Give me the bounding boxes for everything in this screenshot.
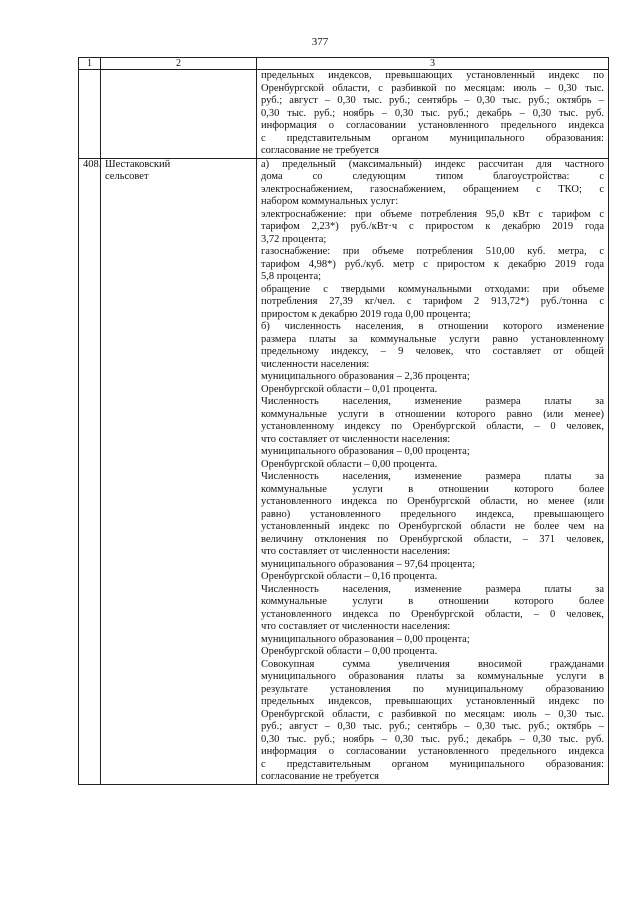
- text-line: установленного индекса по Оренбургской области, – 0 человек,: [261, 608, 604, 620]
- text-line: приростом к декабрю 2019 года 0,00 процента;: [261, 308, 471, 320]
- text-line: с представительным органом муниципального образования:: [261, 758, 604, 770]
- text-line: информация о согласовании установленного предельного индекса: [261, 746, 604, 757]
- text-line: коммунальные услуги в отношении которого равно (или менее): [261, 408, 604, 420]
- text-line: Численность населения, изменение размера платы за: [261, 396, 604, 407]
- text-line: муниципального образования – 2,36 процента;: [261, 371, 470, 382]
- table-header-row: [79, 58, 609, 70]
- text-line: руб.; август – 0,30 тыс. руб.; сентябрь – 0,30 тыс. руб.; октябрь –: [261, 721, 604, 732]
- text-line: газоснабжение: при объеме потребления 510,00 куб. метра, с: [261, 246, 604, 257]
- text-line: результате установления по муниципальному образованию: [261, 683, 604, 695]
- text-line: б) численность населения, в отношении которого изменение: [261, 321, 604, 332]
- text-line: муниципального образования – 0,00 процента;: [261, 446, 470, 457]
- text-line: потребления 27,39 кг/чел. с тарифом 2 913,72*) руб./тонна с: [261, 296, 604, 307]
- text-line: Оренбургской области – 0,00 процента.: [261, 458, 438, 470]
- text-line: 5,8 процента;: [261, 271, 322, 282]
- text-line: набором коммунальных услуг:: [261, 196, 399, 207]
- text-line: установленный индекс по Оренбургской области не более чем на: [261, 521, 604, 532]
- text-line: 0,30 тыс. руб.; ноябрь – 0,30 тыс. руб.; декабрь – 0,30 тыс. руб.: [261, 107, 604, 119]
- text-line: предельных индексов, превышающих установленный индекс по: [261, 696, 604, 707]
- text-line: что составляет от численности населения:: [261, 546, 451, 557]
- text-line: тарифом 2,23*) руб./кВт·ч с приростом к декабрю 2019 года: [261, 221, 604, 232]
- text-line: Оренбургской области – 0,00 процента.: [261, 646, 438, 657]
- text-line: что составляет от численности населения:: [261, 433, 451, 445]
- text-line: равно) установленного предельного индекса, превышающего: [261, 508, 604, 520]
- row-number: 408.: [79, 158, 101, 784]
- document-table: [78, 57, 609, 785]
- text-line: руб.; август – 0,30 тыс. руб.; сентябрь – 0,30 тыс. руб.; октябрь –: [261, 95, 604, 106]
- text-line: Численность населения, изменение размера платы за: [261, 583, 604, 595]
- text-line: предельному индексу, – 9 человек, что составляет от общей: [261, 346, 604, 357]
- continuation-municipality-cell: [101, 70, 257, 159]
- text-line: Совокупная сумма увеличения вносимой гражданами: [261, 658, 604, 670]
- text-line: с представительным органом муниципального образования:: [261, 132, 604, 144]
- column-header-1: 1: [79, 58, 101, 70]
- text-line: согласование не требуется: [261, 145, 379, 156]
- text-line: Оренбургской области – 0,01 процента.: [261, 383, 438, 395]
- text-line: величину отклонения по Оренбургской области, – 371 человек,: [261, 533, 604, 545]
- text-line: что составляет от численности населения:: [261, 621, 451, 632]
- continuation-text-cell: [257, 70, 609, 159]
- text-line: дома со следующим типом благоустройства: с: [261, 171, 604, 182]
- text-line: 3,72 процента;: [261, 233, 327, 245]
- municipality-name-line-2: сельсовет: [105, 171, 149, 182]
- text-line: тарифом 4,98*) руб./куб. метр с приростом к декабрю 2019 года: [261, 258, 604, 270]
- text-line: Оренбургской области, с разбивкой по месяцам: июль – 0,30 тыс.: [261, 82, 604, 94]
- municipality-name-line-1: Шестаковский: [105, 158, 171, 170]
- text-line: численности населения:: [261, 358, 370, 370]
- text-line: электроснабжением, газоснабжением, обращением с ТКО; с: [261, 183, 604, 195]
- text-line: а) предельный (максимальный) индекс рассчитан для частного: [261, 158, 604, 170]
- column-header-2: 2: [101, 58, 257, 70]
- text-line: 0,30 тыс. руб.; ноябрь – 0,30 тыс. руб.; декабрь – 0,30 тыс. руб.: [261, 733, 604, 745]
- text-line: муниципального образования – 0,00 процента;: [261, 633, 470, 645]
- table-row: [79, 158, 609, 784]
- text-line: предельных индексов, превышающих установленный индекс по: [261, 70, 604, 81]
- municipality-cell: [101, 158, 257, 784]
- description-cell: [257, 158, 609, 784]
- column-header-3: 3: [257, 58, 609, 70]
- text-line: электроснабжение: при объеме потребления 95,0 кВт с тарифом с: [261, 208, 604, 220]
- continuation-row: [79, 70, 609, 159]
- text-line: Оренбургской области – 0,16 процента.: [261, 571, 438, 582]
- text-line: согласование не требуется: [261, 771, 379, 782]
- text-line: информация о согласовании установленного предельного индекса: [261, 120, 604, 131]
- text-line: Оренбургской области, с разбивкой по месяцам: июль – 0,30 тыс.: [261, 708, 604, 720]
- continuation-number-cell: [79, 70, 101, 159]
- text-line: установленного индекса по Оренбургской области, но менее (или: [261, 496, 604, 507]
- text-line: Численность населения, изменение размера платы за: [261, 471, 604, 482]
- text-line: обращение с твердыми коммунальными отходами: при объеме: [261, 283, 604, 295]
- text-line: муниципального образования – 97,64 процента;: [261, 558, 476, 570]
- text-line: коммунальные услуги в отношении которого более: [261, 596, 604, 607]
- text-line: муниципального образования платы за коммунальные услуги в: [261, 671, 604, 682]
- text-line: установленному индексу по Оренбургской области, – 0 человек,: [261, 421, 604, 432]
- text-line: размера платы за коммунальные услуги равно установленному: [261, 333, 604, 345]
- page-number: 377: [311, 36, 329, 48]
- text-line: коммунальные услуги в отношении которого более: [261, 483, 604, 495]
